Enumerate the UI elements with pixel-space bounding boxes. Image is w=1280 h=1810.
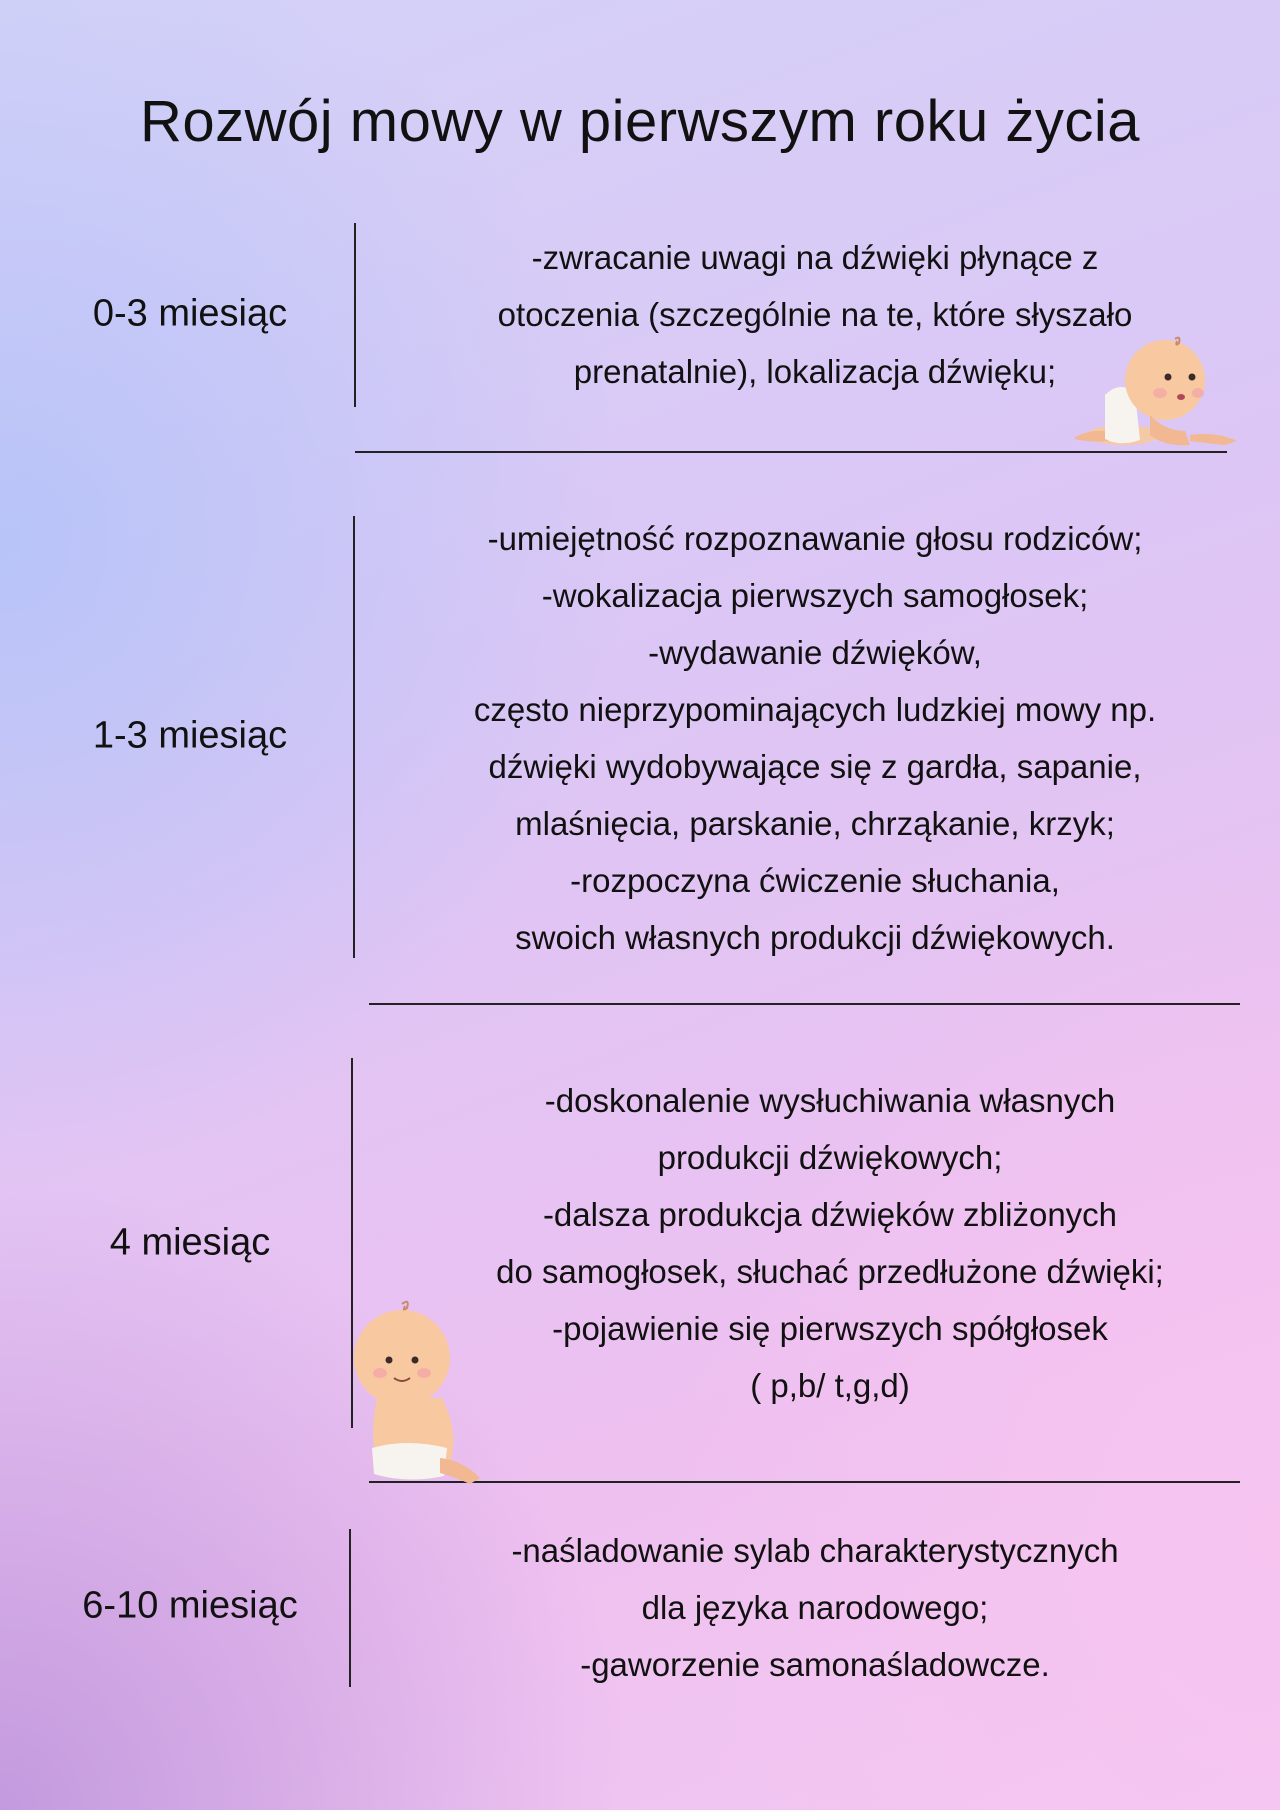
divider-horizontal: [369, 1003, 1240, 1005]
description-line: -zwracanie uwagi na dźwięki płynące z: [531, 239, 1099, 276]
description-line: do samogłosek, słuchać przedłużone dźwięki;: [496, 1253, 1164, 1290]
divider-vertical: [354, 223, 356, 407]
description-1-3: [365, 510, 1265, 966]
description-line: -dalsza produkcja dźwięków zbliżonych: [542, 1196, 1118, 1233]
description-line: -rozpoczyna ćwiczenie słuchania,: [570, 862, 1060, 899]
description-line: swoich własnych produkcji dźwiękowych.: [515, 919, 1115, 956]
page-title: Rozwój mowy w pierwszym roku życia: [140, 89, 1140, 154]
age-label-1-3: 1-3 miesiąc: [92, 714, 288, 757]
age-label-0-3: 0-3 miesiąc: [92, 292, 288, 335]
divider-horizontal: [369, 1481, 1240, 1483]
description-line: -umiejętność rozpoznawanie głosu rodziców;: [487, 520, 1143, 557]
divider-vertical: [349, 1529, 351, 1687]
description-line: mlaśnięcia, parskanie, chrząkanie, krzyk;: [515, 805, 1115, 842]
description-line: ( p,b/ t,g,d): [750, 1367, 910, 1404]
description-line: prenatalnie), lokalizacja dźwięku;: [573, 353, 1057, 390]
divider-vertical: [353, 516, 355, 958]
description-6-10: [365, 1522, 1265, 1693]
sitting-baby-illustration: [352, 1298, 487, 1486]
description-line: często nieprzypominających ludzkiej mowy np.: [473, 691, 1157, 728]
description-line: -doskonalenie wysłuchiwania własnych: [544, 1082, 1116, 1119]
description-line: dla języka narodowego;: [641, 1589, 989, 1626]
age-label-6-10: 6-10 miesiąc: [82, 1584, 298, 1627]
description-line: dźwięki wydobywające się z gardła, sapanie,: [488, 748, 1142, 785]
description-line: -wokalizacja pierwszych samogłosek;: [541, 577, 1089, 614]
description-line: -gaworzenie samonaśladowcze.: [580, 1646, 1050, 1683]
description-line: otoczenia (szczególnie na te, które słyszało: [497, 296, 1133, 333]
crawling-baby-illustration: [1065, 335, 1240, 453]
description-line: produkcji dźwiękowych;: [657, 1139, 1003, 1176]
description-line: -wydawanie dźwięków,: [648, 634, 982, 671]
description-line: -pojawienie się pierwszych spółgłosek: [552, 1310, 1108, 1347]
description-line: -naśladowanie sylab charakterystycznych: [511, 1532, 1119, 1569]
age-label-4: 4 miesiąc: [109, 1221, 271, 1264]
description-4: [380, 1072, 1280, 1414]
